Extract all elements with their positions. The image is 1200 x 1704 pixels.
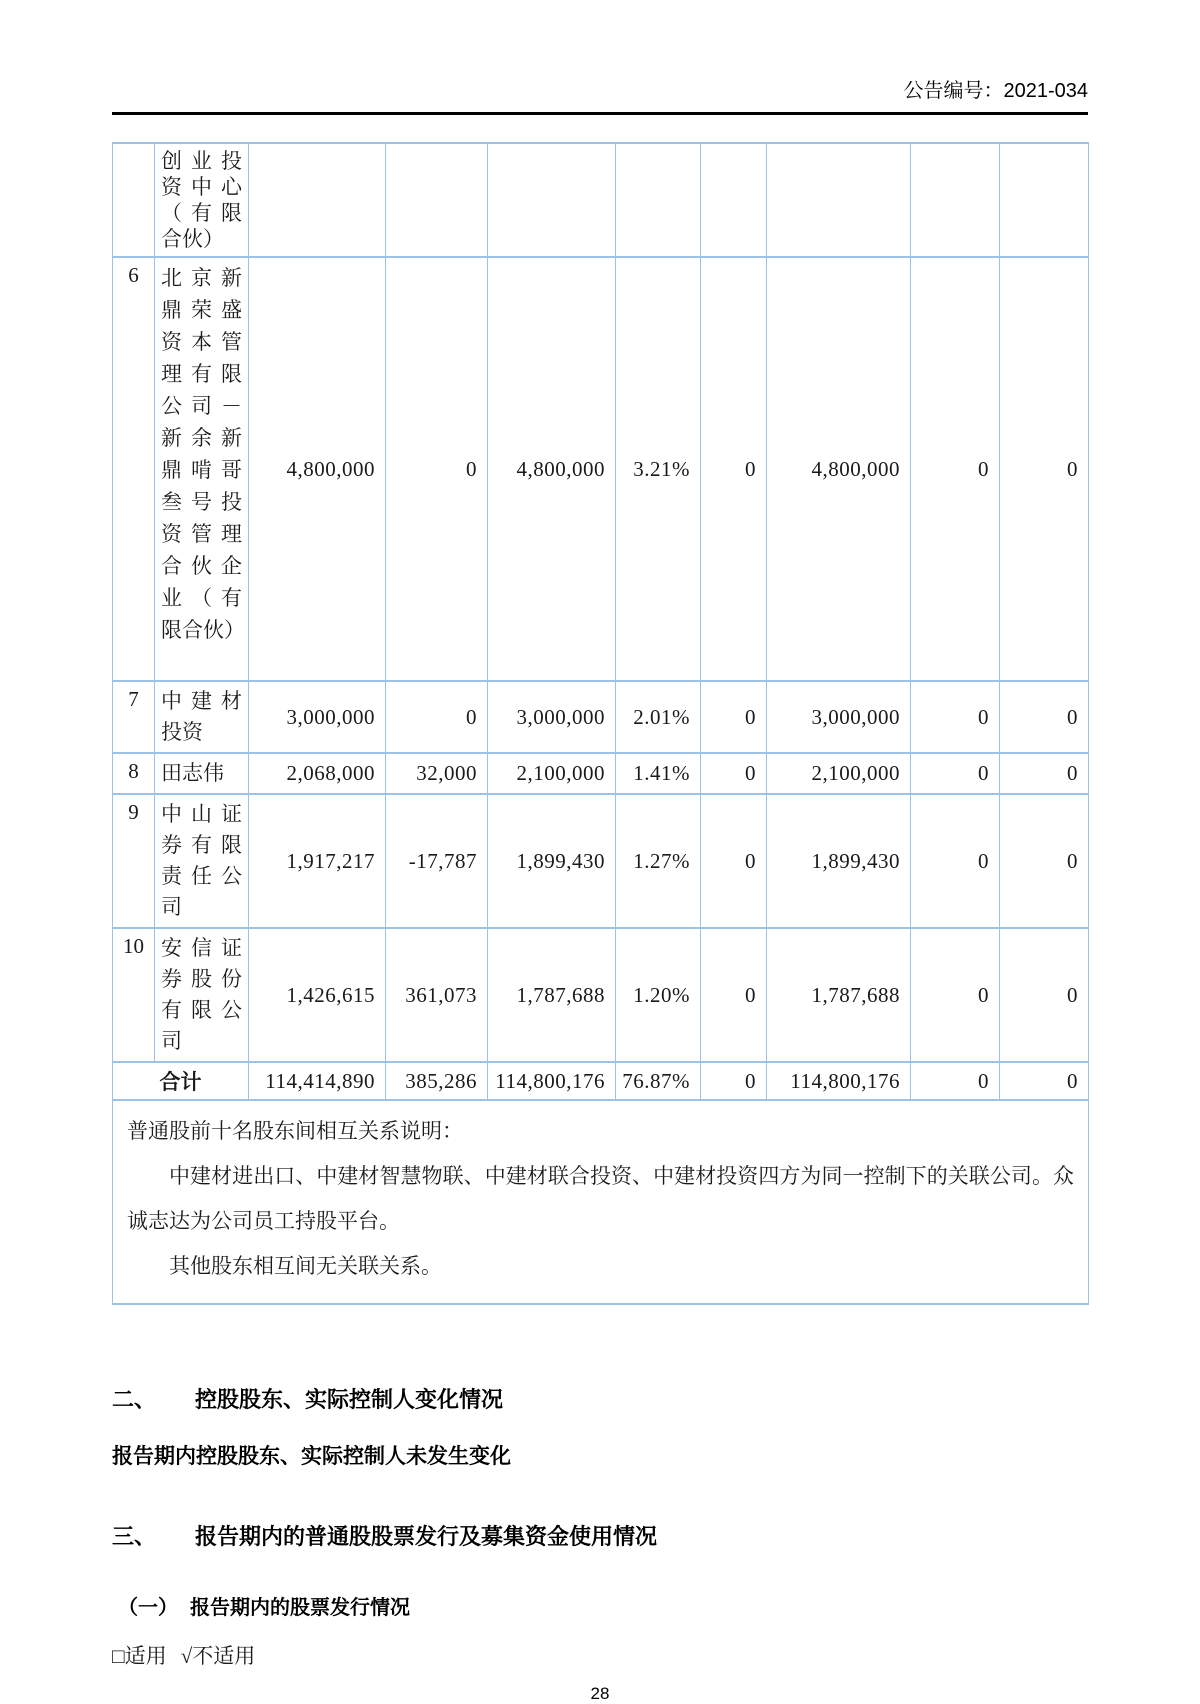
rank-cell — [113, 143, 155, 257]
table-row-7 — [113, 681, 1089, 753]
shareholder-name-cell: 北京新鼎荣盛资本管理有限公司－新余新鼎啃哥叁号投资管理合伙企业（有限合伙） — [155, 257, 249, 681]
value-cell: 2,100,000 — [767, 753, 911, 794]
section-2-body: 报告期内控股股东、实际控制人未发生变化 — [112, 1445, 511, 1468]
notes-cell — [113, 1100, 1089, 1304]
rank-cell: 6 — [113, 257, 155, 681]
subsection-number: （一） — [118, 1597, 178, 1619]
value-cell: 0 — [1000, 257, 1089, 681]
value-cell: 0 — [1000, 681, 1089, 753]
table-row-continued — [113, 143, 1089, 257]
value-cell: 2,100,000 — [488, 753, 616, 794]
value-cell: 0 — [701, 928, 767, 1062]
total-value-cell: 114,800,176 — [767, 1062, 911, 1100]
value-cell: 0 — [1000, 753, 1089, 794]
shareholder-name-cell: 中山证券有限责任公司 — [155, 794, 249, 928]
value-cell: 4,800,000 — [249, 257, 386, 681]
value-cell: 1,899,430 — [488, 794, 616, 928]
notes-paragraph: 其他股东相互间无关联关系。 — [169, 1254, 442, 1278]
value-cell: 1,787,688 — [767, 928, 911, 1062]
value-cell: 0 — [386, 681, 488, 753]
value-cell: 1,426,615 — [249, 928, 386, 1062]
header-rule — [112, 112, 1088, 115]
value-cell — [249, 143, 386, 257]
value-cell — [767, 143, 911, 257]
total-value-cell: 0 — [911, 1062, 1000, 1100]
value-cell — [488, 143, 616, 257]
table-row-6 — [113, 257, 1089, 681]
value-cell — [386, 143, 488, 257]
notes-row — [113, 1100, 1089, 1304]
value-cell: 0 — [911, 753, 1000, 794]
total-value-cell: 114,414,890 — [249, 1062, 386, 1100]
notes-paragraph: 普通股前十名股东间相互关系说明： — [127, 1119, 463, 1143]
total-value-cell: 0 — [701, 1062, 767, 1100]
notes-paragraph: 中建材进出口、中建材智慧物联、中建材联合投资、中建材投资四方为同一控制下的关联公司。众诚志达为公司员工持股平台。 — [127, 1164, 1074, 1233]
value-cell: 361,073 — [386, 928, 488, 1062]
value-cell: 0 — [911, 928, 1000, 1062]
value-cell: 3,000,000 — [249, 681, 386, 753]
value-cell: 3,000,000 — [488, 681, 616, 753]
section-number: 二、 — [112, 1387, 157, 1412]
value-cell: 1.41% — [616, 753, 701, 794]
rank-cell: 8 — [113, 753, 155, 794]
shareholder-name-cell: 田志伟 — [155, 753, 249, 794]
value-cell: 1,787,688 — [488, 928, 616, 1062]
page-number: 28 — [590, 1684, 610, 1703]
value-cell: 3.21% — [616, 257, 701, 681]
total-row — [113, 1062, 1089, 1100]
value-cell — [911, 143, 1000, 257]
section-title: 报告期内的普通股股票发行及募集资金使用情况 — [195, 1524, 658, 1549]
value-cell: 0 — [911, 794, 1000, 928]
value-cell: 2.01% — [616, 681, 701, 753]
value-cell: 0 — [701, 681, 767, 753]
total-value-cell: 76.87% — [616, 1062, 701, 1100]
value-cell: 0 — [701, 753, 767, 794]
table-row-9 — [113, 794, 1089, 928]
applicability-line — [112, 1640, 1088, 1670]
table-row-8 — [113, 753, 1089, 794]
value-cell: 3,000,000 — [767, 681, 911, 753]
section-number: 三、 — [112, 1524, 157, 1549]
doc-number-value: 2021-034 — [1003, 80, 1088, 102]
checkbox-unchecked-option: □适用 — [112, 1644, 167, 1668]
rank-cell: 7 — [113, 681, 155, 753]
section-title: 控股股东、实际控制人变化情况 — [195, 1387, 504, 1412]
value-cell: 1.20% — [616, 928, 701, 1062]
shareholder-name-cell: 安信证券股份有限公司 — [155, 928, 249, 1062]
value-cell: 1.27% — [616, 794, 701, 928]
value-cell: 4,800,000 — [488, 257, 616, 681]
value-cell: 0 — [1000, 794, 1089, 928]
checkmark-checked-option: √不适用 — [180, 1644, 256, 1668]
subsection-title: 报告期内的股票发行情况 — [190, 1597, 410, 1619]
value-cell: 0 — [911, 257, 1000, 681]
rank-cell: 10 — [113, 928, 155, 1062]
value-cell — [1000, 143, 1089, 257]
total-value-cell: 114,800,176 — [488, 1062, 616, 1100]
value-cell: 0 — [701, 257, 767, 681]
value-cell: 0 — [386, 257, 488, 681]
section-heading-2 — [112, 1383, 1088, 1414]
total-label: 合计 — [113, 1062, 249, 1100]
value-cell — [616, 143, 701, 257]
value-cell: 0 — [701, 794, 767, 928]
total-value-cell: 0 — [1000, 1062, 1089, 1100]
table-row-10 — [113, 928, 1089, 1062]
total-value-cell: 385,286 — [386, 1062, 488, 1100]
value-cell — [701, 143, 767, 257]
shareholder-name-cell: 中建材投资 — [155, 681, 249, 753]
doc-number — [112, 74, 1088, 103]
value-cell: 4,800,000 — [767, 257, 911, 681]
value-cell: 1,899,430 — [767, 794, 911, 928]
shareholder-name-cell: 创业投资中心（有限合伙） — [155, 143, 249, 257]
value-cell: 32,000 — [386, 753, 488, 794]
value-cell: 1,917,217 — [249, 794, 386, 928]
value-cell: 0 — [1000, 928, 1089, 1062]
value-cell: 2,068,000 — [249, 753, 386, 794]
subsection-heading-3-1 — [112, 1591, 1088, 1620]
value-cell: 0 — [911, 681, 1000, 753]
doc-number-label: 公告编号： — [903, 80, 1004, 102]
section-heading-3 — [112, 1520, 1088, 1551]
value-cell: -17,787 — [386, 794, 488, 928]
shareholders-table — [112, 142, 1089, 1305]
rank-cell: 9 — [113, 794, 155, 928]
